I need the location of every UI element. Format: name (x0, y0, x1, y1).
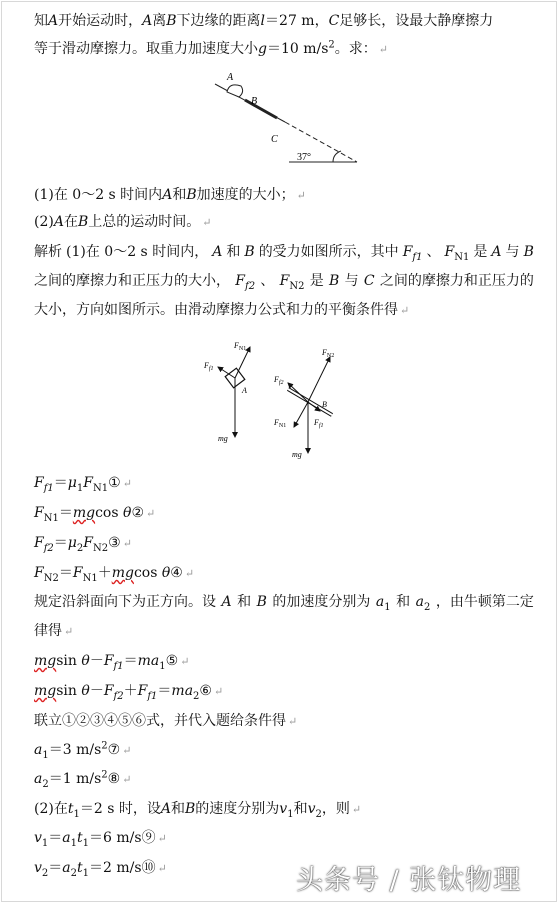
label-fn1: $F_{N1}$ (234, 341, 247, 352)
label-block-b: B (322, 400, 327, 409)
solution-line-3: 大小，方向如图所示。由滑动摩擦力公式和力的平衡条件得 ↵ (34, 302, 410, 318)
equation-5: mgsin $\theta-F_{f1}=ma_1⑤$ ↵ (34, 653, 190, 672)
equation-4: $F_{N2}=F_{N1}+mgcos$ θ④ ↵ (34, 565, 195, 584)
equation-1: $F_{f1}=\mu_1F_{N1}①$ ↵ (34, 475, 132, 494)
equation-6: mgsin $\theta-F_{f2}+F_{f1}=ma_2⑥$ ↵ (34, 683, 224, 702)
label-fn2: $F_{N2}$ (322, 348, 335, 359)
label-ff1-b: $F_{f1}$ (314, 418, 324, 429)
equation-7: $a_1=3$ $m/s^2⑦$ ↵ (34, 740, 132, 761)
solution-line-1: 解析 (1)在 0～2 s 时间内， A 和 B 的受力如图所示，其中 $F_{f1}$ 、 $F_{N1}$ 是 A 与 B (34, 244, 534, 263)
text-part-2: (2)在$t_1=2$ s 时，设A和B的速度分别为$v_1$和$v_2$，则 ↵ (34, 801, 362, 820)
incline-figure (205, 70, 365, 170)
problem-line-2: 等于滑动摩擦力。取重力加速度大小g＝10 $m/s^2$。求： ↵ (34, 39, 389, 57)
angle-arc (333, 151, 341, 162)
text-newton-line-1: 规定沿斜面向下为正方向。设 A 和 B 的加速度分别为 $a_1$ 和 $a_2$ ，由牛顿第二定 (34, 594, 534, 613)
block-a (227, 85, 243, 97)
equation-9: $v_1=a_1t_1=6$ m/s⑨ ↵ (34, 830, 167, 849)
force-fn2 (308, 357, 330, 402)
angle-label: 37° (297, 152, 311, 163)
text-combine: 联立①②③④⑤⑥式，并代入题给条件得 ↵ (34, 713, 298, 729)
label-mg-a: mg (218, 434, 228, 443)
label-b: B (251, 96, 258, 107)
label-a: A (227, 72, 234, 83)
label-ff2: $F_{f2}$ (274, 375, 284, 386)
solution-line-2: 之间的摩擦力和正压力的大小， $F_{f2}$ 、 $F_{N2}$ 是 B 与 C 之间的摩擦力和正压力的 (34, 273, 534, 292)
label-mg-b: mg (292, 450, 302, 459)
equation-3: $F_{f2}=\mu_2F_{N2}③$ ↵ (34, 535, 132, 554)
incline-surface-dashed (285, 122, 357, 162)
label-block-a: A (242, 386, 247, 395)
text-newton-line-2: 律得 ↵ (34, 623, 74, 639)
label-c: C (271, 134, 278, 145)
force-fn1-b (294, 402, 308, 427)
equation-8: $a_2=1$ $m/s^2⑧$ ↵ (34, 769, 132, 790)
force-diagram (196, 335, 356, 465)
board-b (245, 100, 277, 118)
watermark: 头条号 / 张钛物理 (296, 865, 522, 896)
problem-line-1: 知A开始运动时，A离B下边缘的距离l＝27 m，C足够长，设最大静摩擦力 (34, 13, 494, 29)
question-2: (2)A在B上总的运动时间。 ↵ (34, 214, 212, 230)
question-1: (1)在 0～2 s 时间内A和B加速度的大小； ↵ (34, 187, 306, 203)
label-ff1: $F_{f1}$ (204, 361, 214, 372)
equation-10: $v_2=a_2t_1=2$ m/s⑩ ↵ (34, 860, 167, 879)
equation-2: $F_{N1}=mgcos$ θ② ↵ (34, 505, 156, 524)
label-fn1-b: $F_{N1}$ (274, 418, 287, 429)
